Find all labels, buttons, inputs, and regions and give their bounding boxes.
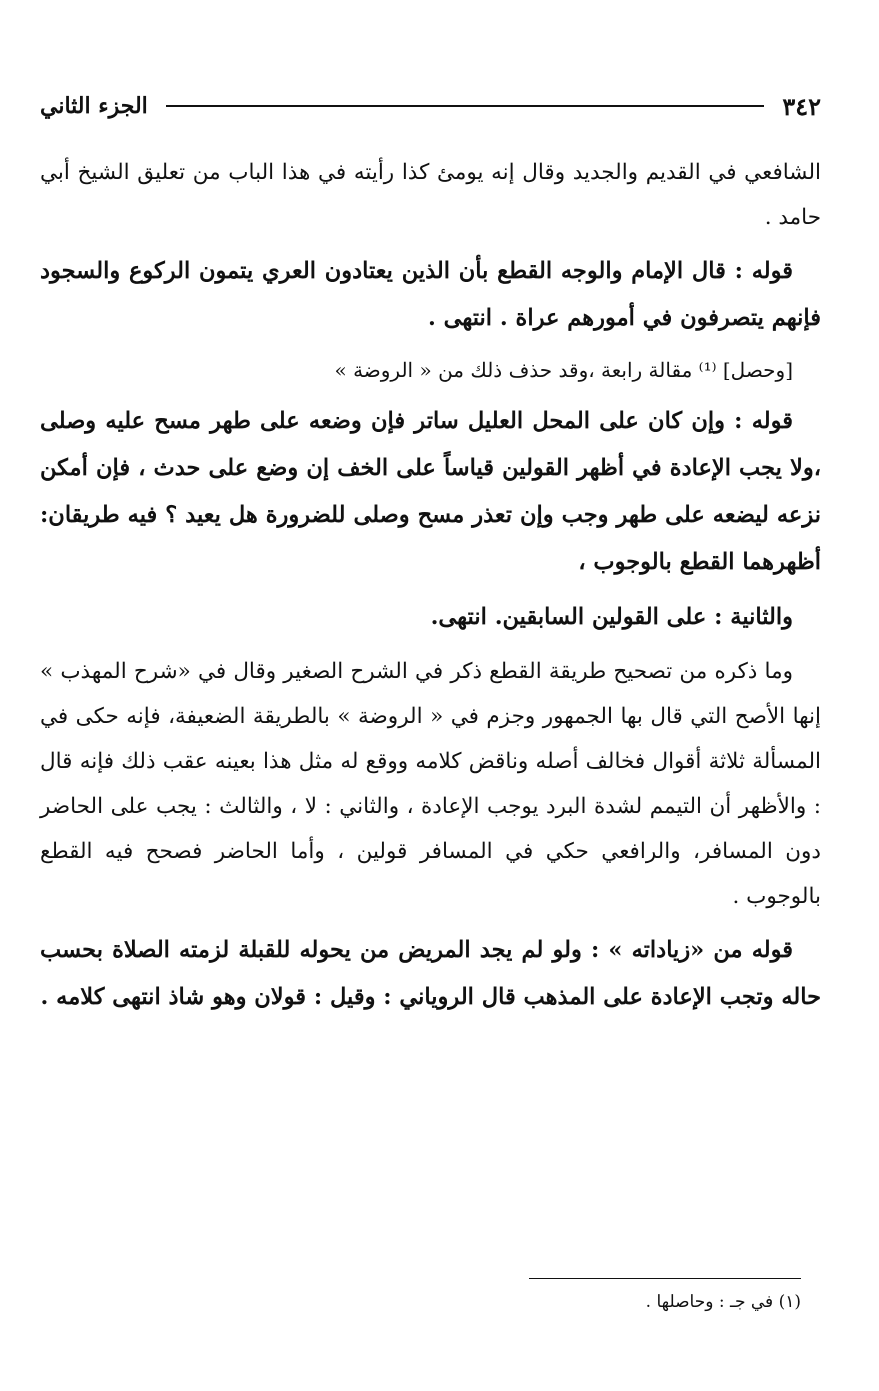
paragraph-continuation: الشافعي في القديم والجديد وقال إنه يومئ كذا رأيته في هذا الباب من تعليق الشيخ أبي حامد . <box>40 160 821 230</box>
paragraph-note: [وحصل] ⁽¹⁾ مقالة رابعة ،وقد حذف ذلك من « الروضة » <box>334 358 793 382</box>
footnote-separator <box>529 1278 801 1279</box>
paragraph-commentary: وما ذكره من تصحيح طريقة القطع ذكر في الشرح الصغير وقال في «شرح المهذب » إنها الأصح التي قال بها الجمهور وجزم في « الروضة » بالطريقة الضعيفة، فإنه حكى في المسألة ثلاثة أقوال فخالف أصله وناقض كلامه ووقع له مثل هذا بعينه عقب ذلك فإنه قال : والأظهر أن التيمم لشدة البرد يوجب الإعادة ، والثاني : لا ، والثالث : يجب على الحاضر دون المسافر، والرافعي حكي في المسافر قولين ، وأما الحاضر فصحح فيه القطع بالوجوب . <box>40 659 821 909</box>
paragraph-quote: قوله من «زياداته » : ولو لم يجد المريض من يحوله للقبلة لزمته الصلاة بحسب حاله وتجب الإعادة على المذهب قال الروياني : وقيل : قولان وهو شاذ انتهى كلامه . <box>40 937 821 1010</box>
page-header <box>40 86 821 126</box>
paragraph-quote: قوله : وإن كان على المحل العليل ساتر فإن وضعه على طهر مسح عليه وصلى ،ولا يجب الإعادة في أظهر القولين قياساً على الخف إن وضع على حدث ، فإن أمكن نزعه ليضعه على طهر وجب وإن تعذر مسح وصلى للضرورة هل يعيد ؟ فيه طريقان: أظهرهما القطع بالوجوب ، <box>40 408 821 575</box>
footnote: (١) في جـ : وحاصلها . <box>645 1292 801 1312</box>
paragraph-quote: قوله : قال الإمام والوجه القطع بأن الذين يعتادون العري يتمون الركوع والسجود فإنهم يتصرفون في أمورهم عراة . انتهى . <box>40 258 821 331</box>
header-rule <box>166 105 765 107</box>
main-text <box>40 150 821 1029</box>
paragraph-quote: والثانية : على القولين السابقين. انتهى. <box>430 604 793 630</box>
part-title: الجزء الثاني <box>40 93 148 119</box>
page-number: ٣٤٢ <box>782 91 821 121</box>
